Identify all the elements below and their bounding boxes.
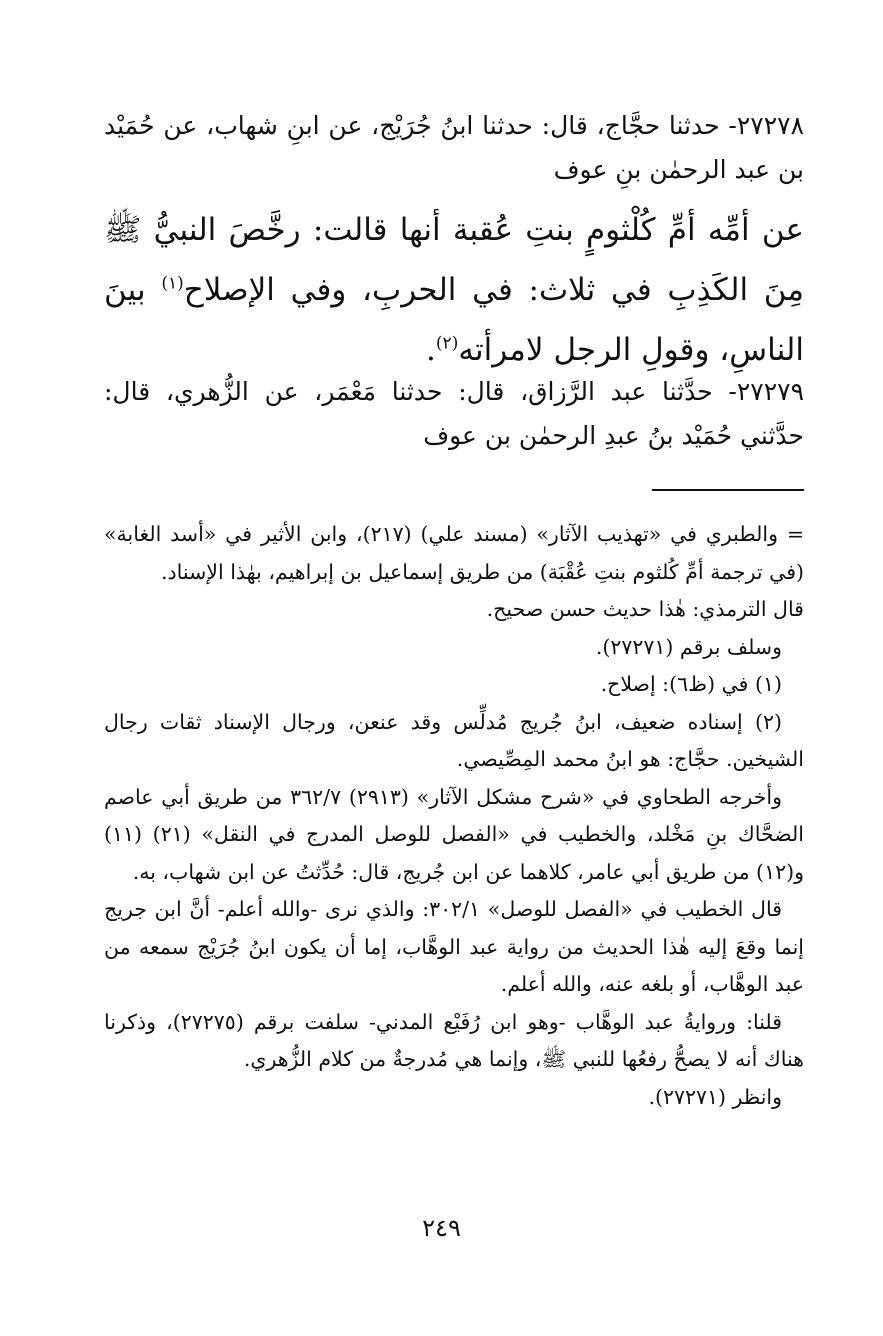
footnote-2: (٢) إسناده ضعيف، ابنُ جُريج مُدلِّس وقد عنعن، ورجال الإسناد ثقات رجال الشيخين. حجَّاج: هو ابنُ محمد المِصِّيصي. (104, 709, 804, 771)
footnote-continuation: = والطبري في «تهذيب الآثار» (مسند علي) (٢١٧)، وابن الأثير في «أسد الغابة» (في ترجمة أمِّ كُلثوم بنتِ عُقْبَة) من طريق إسماعيل بن إبراهيم، بهٰذا الإسناد. (104, 522, 804, 584)
footnote-tirmidhi: قال الترمذي: هٰذا حديث حسن صحيح. (486, 597, 804, 621)
footnote-separator (652, 489, 804, 491)
footnote-ref-1[interactable]: (١) (161, 273, 184, 294)
hadith-27279-isnad: ٢٧٢٧٩- حدَّثنا عبد الرَّزاق، قال: حدثنا مَعْمَر، عن الزُّهري، قال: حدَّثني حُمَيْد بنُ عبدِ الرحمٰن بن عوف (104, 377, 804, 450)
matn-text-end: . (426, 332, 436, 368)
footnote-2-qulna: قلنا: وروايةُ عبد الوهَّاب -وهو ابن رُفَيْع المدني- سلفت برقم (٢٧٢٧٥)، وذكرنا هناك أنه لا يصحُّ رفعُها للنبي ﷺ، وإنما هي مُدرجةٌ من كلام الزُّهري. (104, 1009, 804, 1071)
hadith-27278-matn (104, 200, 804, 380)
matn-text-2: بينَ الناسِ، وقولِ الرجل لامرأته (104, 272, 804, 368)
hadith-27278-isnad: ٢٧٢٧٨- حدثنا حجَّاج، قال: حدثنا ابنُ جُرَيْج، عن ابنِ شهاب، عن حُمَيْد بن عبد الرحمٰن بنِ عوف (104, 111, 804, 184)
page-number: ٢٤٩ (422, 1214, 461, 1242)
footnote-2-khatib: قال الخطيب في «الفصل للوصل» ٣٠٢/١: والذي نرى -والله أعلم- أنَّ ابن جريج إنما وقعَ إليه هٰذا الحديث من رواية عبد الوهَّاب، إما أن يكون ابنُ جُرَيْج سمعه من عبد الوهَّاب، أو بلغه عنه، والله أعلم. (104, 897, 804, 996)
footnote-ref-2[interactable]: (٢) (435, 333, 459, 354)
footnote-salafa: وسلف برقم (٢٧٢٧١). (595, 634, 782, 659)
footnotes (104, 516, 804, 1116)
matn-text-1: عن أمِّه أمِّ كُلْثومٍ بنتِ عُقبة أنها قالت: رخَّصَ النبيُّ ﷺ مِنَ الكَذِبِ في ثلاث: في الحربِ، وفي الإصلاح (104, 212, 804, 308)
footnote-2-takhrij: وأخرجه الطحاوي في «شرح مشكل الآثار» (٢٩١٣) ٣٦٢/٧ من طريق أبي عاصم الضحَّاك بنِ مَخْلد، والخطيب في «الفصل للوصل المدرج في النقل» (٢١) (١١) و(١٢) من طريق أبي عامر، كلاهما عن ابن جُريج، قال: حُدِّثتُ عن ابن شهاب، به. (104, 784, 804, 884)
footnote-2-unzur: وانظر (٢٧٢٧١). (648, 1084, 782, 1109)
footnote-1: (١) في (ظ٦): إصلاح. (600, 672, 782, 696)
